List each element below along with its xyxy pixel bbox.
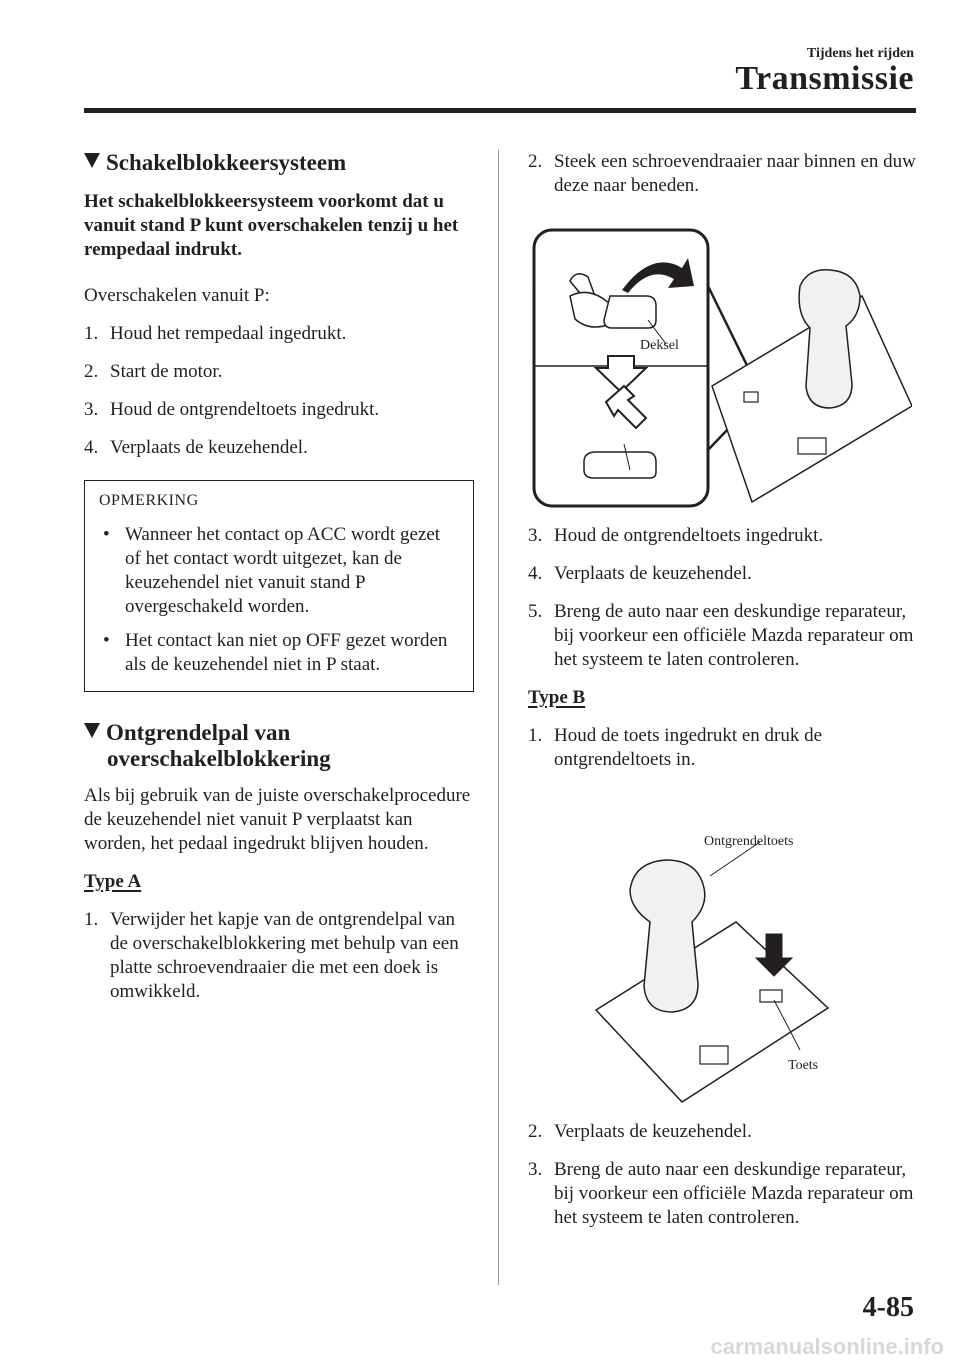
right-column — [528, 150, 920, 198]
list-item: 1. Houd de toets ingedrukt en druk de ontgrendeltoets in. — [528, 725, 823, 770]
list-item: 2. Start de motor. — [84, 361, 223, 382]
heading-ontgrendelpal: Ontgrendelpal van overschakelblokkering — [84, 720, 474, 772]
note-bullet: • Wanneer het contact op ACC wordt gezet of het contact wordt uitgezet, kan de keuzehendel niet vanuit stand P overgeschakeld worden. — [103, 524, 441, 617]
type-b-label: Type B — [528, 687, 586, 708]
figure-type-a — [530, 226, 912, 510]
label-toets: Toets — [788, 1058, 819, 1073]
note-bullet: • Het contact kan niet op OFF gezet worden als de keuzehendel niet in P staat. — [103, 630, 448, 675]
list-item: 3. Breng de auto naar een deskundige reparateur, bij voorkeur een officiële Mazda reparateur om het systeem te laten controleren. — [528, 1159, 914, 1228]
shifter-cover-illustration — [530, 226, 912, 510]
steps-list — [84, 322, 474, 460]
lead-text: Het schakelblokkeersysteem voorkomt dat u vanuit stand P kunt overschakelen tenzij u het rempedaal indrukt. — [84, 191, 459, 260]
list-item: 3. Houd de ontgrendeltoets ingedrukt. — [84, 399, 380, 420]
left-column — [84, 150, 474, 1004]
bullet-dot-icon: • — [103, 524, 110, 545]
heading-schakelblokkeersysteem: Schakelblokkeersysteem — [84, 150, 474, 176]
list-item: 5. Breng de auto naar een deskundige reparateur, bij voorkeur een officiële Mazda reparateur om het systeem te laten controleren. — [528, 601, 914, 670]
header-rule — [84, 108, 916, 113]
list-item: 2. Steek een schroevendraaier naar binnen en duw deze naar beneden. — [528, 151, 916, 196]
list-item: 4. Verplaats de keuzehendel. — [84, 437, 308, 458]
list-item: 1. Houd het rempedaal ingedrukt. — [84, 323, 347, 344]
watermark-url: carmanualsonline.info — [710, 1334, 944, 1359]
triangle-bullet-icon — [84, 723, 100, 738]
note-box — [84, 480, 474, 692]
list-item: 3. Houd de ontgrendeltoets ingedrukt. — [528, 525, 824, 546]
page-number: 4-85 — [862, 1292, 914, 1323]
section-label: Tijdens het rijden — [806, 46, 914, 61]
bullet-dot-icon: • — [103, 630, 110, 651]
note-title: OPMERKING — [99, 492, 199, 509]
list-item: 1. Verwijder het kapje van de ontgrendelpal van de overschakelblokkering met behulp van een platte schroevendraaier die met een doek is omwikkeld. — [84, 909, 459, 1002]
label-ontgrendeltoets: Ontgrendeltoets — [704, 834, 794, 849]
intro-text: Overschakelen vanuit P: — [84, 285, 270, 306]
triangle-bullet-icon — [84, 153, 100, 168]
label-deksel: Deksel — [640, 338, 679, 353]
list-item: 4. Verplaats de keuzehendel. — [528, 563, 752, 584]
paragraph: Als bij gebruik van de juiste overschakelprocedure de keuzehendel niet vanuit P verplaatst kan worden, het pedaal ingedrukt blijven houden. — [84, 785, 471, 854]
right-column-steps-b2 — [528, 1120, 920, 1230]
column-divider — [498, 150, 499, 1285]
figure-type-b — [590, 830, 840, 1110]
type-a-label: Type A — [84, 871, 142, 892]
right-column-steps-a2 — [528, 524, 920, 772]
page-title: Transmissie — [735, 60, 914, 97]
list-item: 2. Verplaats de keuzehendel. — [528, 1121, 752, 1142]
